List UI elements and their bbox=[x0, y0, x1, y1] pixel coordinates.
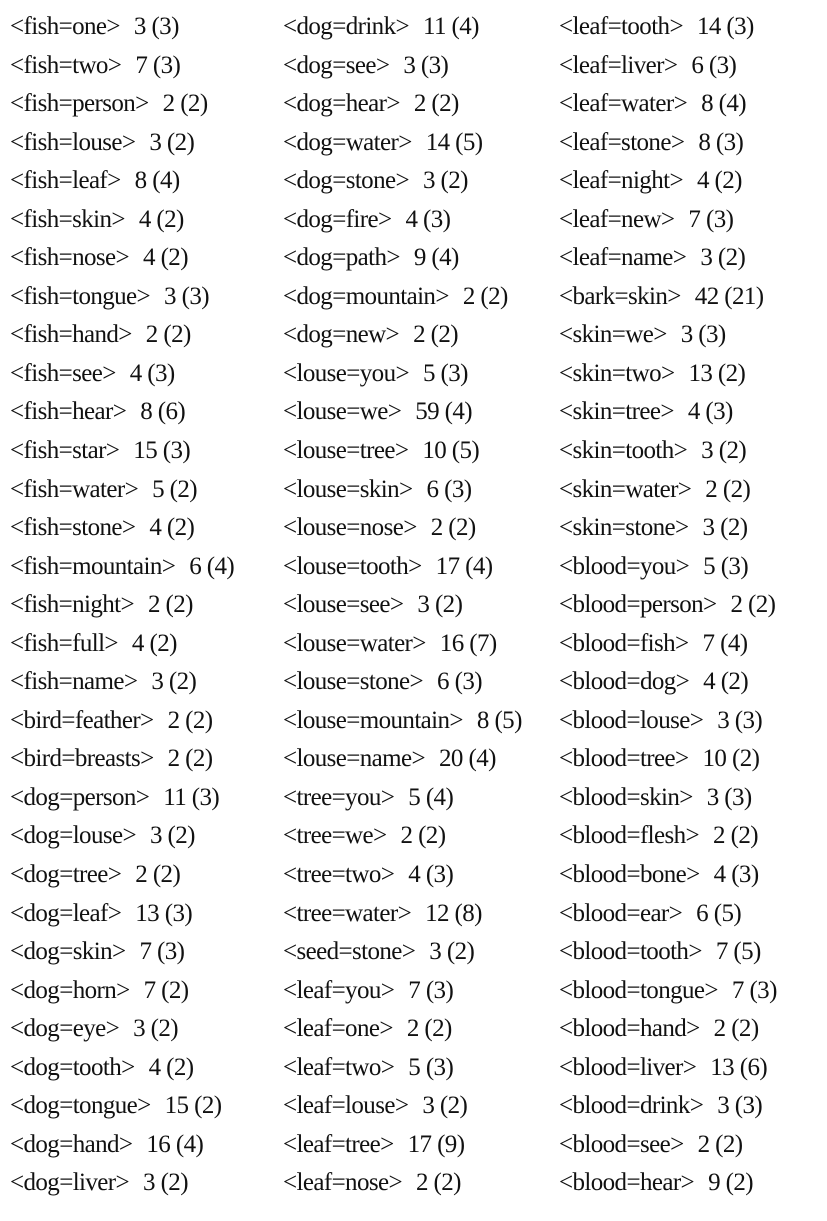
list-item bbox=[559, 85, 819, 124]
list-item bbox=[283, 933, 559, 972]
list-item bbox=[283, 8, 559, 47]
pair-count: 10 (2) bbox=[702, 745, 760, 773]
list-item bbox=[559, 471, 819, 510]
pair-term: <dog=skin> bbox=[10, 938, 126, 966]
list-item bbox=[283, 1049, 559, 1088]
list-item bbox=[283, 817, 559, 856]
pair-count: 2 (2) bbox=[462, 282, 508, 310]
pair-count: 8 (4) bbox=[701, 90, 746, 118]
list-item bbox=[559, 895, 819, 934]
list-item bbox=[10, 355, 283, 394]
pair-count: 3 (2) bbox=[702, 514, 748, 542]
pair-count: 13 (6) bbox=[710, 1053, 768, 1081]
pair-term: <louse=we> bbox=[283, 398, 402, 426]
list-item bbox=[283, 201, 559, 240]
list-item bbox=[559, 1126, 819, 1165]
pair-term: <leaf=night> bbox=[559, 167, 683, 195]
list-item bbox=[10, 124, 283, 163]
pair-term: <blood=tooth> bbox=[559, 938, 702, 966]
pair-count: 3 (3) bbox=[717, 706, 763, 734]
list-item bbox=[10, 625, 283, 664]
pair-term: <fish=night> bbox=[10, 591, 134, 619]
pair-count: 2 (2) bbox=[430, 514, 476, 542]
list-item bbox=[10, 548, 283, 587]
pair-count: 7 (3) bbox=[731, 976, 777, 1004]
list-item bbox=[283, 278, 559, 317]
list-item bbox=[559, 124, 819, 163]
pair-term: <blood=skin> bbox=[559, 783, 693, 811]
list-item bbox=[10, 162, 283, 201]
pair-term: <louse=mountain> bbox=[283, 706, 463, 734]
list-item bbox=[559, 1010, 819, 1049]
pair-term: <leaf=nose> bbox=[283, 1169, 402, 1197]
pair-term: <dog=tooth> bbox=[10, 1053, 135, 1081]
pair-count: 14 (3) bbox=[696, 13, 754, 40]
pair-term: <dog=path> bbox=[283, 244, 400, 272]
pair-term: <bird=breasts> bbox=[10, 745, 154, 773]
pair-count: 8 (4) bbox=[134, 167, 180, 195]
pair-count: 4 (2) bbox=[148, 1053, 194, 1081]
list-item bbox=[283, 47, 559, 86]
pair-term: <louse=nose> bbox=[283, 514, 417, 542]
pair-count: 2 (2) bbox=[713, 822, 758, 850]
pair-count: 7 (3) bbox=[135, 51, 181, 79]
column-3 bbox=[559, 8, 819, 1221]
pair-term: <bird=feather> bbox=[10, 706, 154, 734]
list-item bbox=[283, 85, 559, 124]
list-item bbox=[10, 663, 283, 702]
pair-count: 3 (2) bbox=[133, 1015, 178, 1043]
list-item bbox=[10, 316, 283, 355]
list-item bbox=[283, 393, 559, 432]
pair-term: <dog=fire> bbox=[283, 205, 392, 233]
list-item bbox=[283, 432, 559, 471]
pair-term: <louse=stone> bbox=[283, 668, 424, 696]
list-item bbox=[283, 471, 559, 510]
pair-count: 2 (2) bbox=[145, 321, 191, 349]
list-item bbox=[10, 509, 283, 548]
list-item bbox=[283, 702, 559, 741]
pair-count: 2 (2) bbox=[705, 475, 751, 503]
pair-term: <louse=see> bbox=[283, 591, 404, 619]
list-item bbox=[559, 239, 819, 278]
list-item bbox=[10, 586, 283, 625]
pair-count: 5 (2) bbox=[152, 475, 198, 503]
list-item bbox=[283, 239, 559, 278]
list-item bbox=[559, 817, 819, 856]
pair-count: 3 (2) bbox=[151, 668, 197, 696]
pair-count: 17 (9) bbox=[407, 1130, 465, 1158]
pair-term: <blood=ear> bbox=[559, 899, 683, 927]
list-item bbox=[10, 8, 283, 47]
list-item bbox=[283, 355, 559, 394]
pair-count: 5 (4) bbox=[408, 783, 454, 811]
pair-term: <louse=tree> bbox=[283, 437, 409, 465]
pair-term: <blood=bone> bbox=[559, 861, 700, 889]
list-item bbox=[283, 316, 559, 355]
list-item bbox=[283, 509, 559, 548]
pair-term: <dog=person> bbox=[10, 783, 150, 811]
pair-term: <dog=eye> bbox=[10, 1015, 120, 1043]
pair-count: 2 (2) bbox=[413, 90, 459, 118]
pair-term: <dog=mountain> bbox=[283, 282, 449, 310]
pair-count: 7 (4) bbox=[702, 629, 748, 657]
list-item bbox=[283, 895, 559, 934]
pair-count: 2 (2) bbox=[400, 822, 446, 850]
list-item bbox=[559, 663, 819, 702]
list-item bbox=[10, 933, 283, 972]
list-item bbox=[283, 779, 559, 818]
list-item bbox=[559, 432, 819, 471]
list-item bbox=[10, 856, 283, 895]
list-item bbox=[10, 740, 283, 779]
pair-count: 8 (3) bbox=[698, 128, 744, 156]
list-item bbox=[10, 85, 283, 124]
pair-term: <dog=liver> bbox=[10, 1169, 130, 1197]
pair-count: 3 (2) bbox=[143, 1169, 188, 1197]
pair-count: 12 (8) bbox=[425, 899, 482, 927]
pair-term: <louse=tooth> bbox=[283, 552, 422, 580]
pair-term: <leaf=name> bbox=[559, 244, 687, 272]
pair-term: <skin=water> bbox=[559, 475, 692, 503]
pair-term: <louse=water> bbox=[283, 629, 426, 657]
pair-count: 6 (4) bbox=[189, 552, 235, 580]
pair-count: 4 (2) bbox=[696, 167, 742, 195]
pair-count: 3 (2) bbox=[429, 938, 475, 966]
pair-term: <fish=two> bbox=[10, 51, 122, 79]
pair-count: 9 (4) bbox=[413, 244, 459, 272]
list-item bbox=[10, 432, 283, 471]
pair-count: 3 (3) bbox=[717, 1092, 763, 1120]
pair-count: 6 (3) bbox=[691, 51, 737, 79]
pair-count: 15 (3) bbox=[133, 437, 191, 465]
list-item bbox=[559, 740, 819, 779]
pair-count: 3 (2) bbox=[149, 822, 195, 850]
list-item bbox=[10, 201, 283, 240]
pair-term: <louse=skin> bbox=[283, 475, 413, 503]
pair-term: <tree=we> bbox=[283, 822, 387, 850]
pair-count: 2 (2) bbox=[162, 90, 208, 118]
pair-count: 5 (3) bbox=[422, 359, 468, 387]
pair-term: <dog=see> bbox=[283, 51, 390, 79]
pair-count: 3 (3) bbox=[403, 51, 449, 79]
pair-count: 4 (2) bbox=[149, 514, 195, 542]
pair-term: <leaf=tooth> bbox=[559, 13, 683, 40]
pair-count: 7 (5) bbox=[715, 938, 761, 966]
pair-term: <dog=louse> bbox=[10, 822, 136, 850]
list-item bbox=[10, 239, 283, 278]
pair-term: <blood=flesh> bbox=[559, 822, 700, 850]
pair-count: 14 (5) bbox=[425, 128, 483, 156]
pair-count: 15 (2) bbox=[164, 1092, 222, 1120]
pair-term: <blood=you> bbox=[559, 552, 690, 580]
pair-term: <fish=nose> bbox=[10, 244, 130, 272]
pair-count: 2 (2) bbox=[413, 321, 458, 349]
pair-count: 2 (2) bbox=[416, 1169, 461, 1197]
pair-count: 3 (2) bbox=[700, 244, 746, 272]
pair-count: 11 (4) bbox=[422, 13, 479, 40]
pair-term: <blood=dog> bbox=[559, 668, 690, 696]
pair-count: 4 (2) bbox=[131, 629, 177, 657]
pair-count: 5 (3) bbox=[408, 1053, 454, 1081]
pair-term: <fish=mountain> bbox=[10, 552, 176, 580]
pair-term: <fish=one> bbox=[10, 13, 120, 40]
pair-count: 3 (3) bbox=[706, 783, 752, 811]
pair-term: <leaf=water> bbox=[559, 90, 688, 118]
list-item bbox=[10, 1049, 283, 1088]
pair-count: 3 (2) bbox=[701, 437, 747, 465]
column-2 bbox=[283, 8, 559, 1221]
pair-term: <fish=full> bbox=[10, 629, 118, 657]
list-item bbox=[559, 702, 819, 741]
pair-term: <skin=stone> bbox=[559, 514, 689, 542]
pair-count: 7 (3) bbox=[139, 938, 185, 966]
list-item bbox=[559, 355, 819, 394]
list-item bbox=[10, 278, 283, 317]
pair-term: <bark=skin> bbox=[559, 282, 681, 310]
pair-count: 3 (3) bbox=[680, 321, 726, 349]
pair-count: 7 (3) bbox=[408, 976, 454, 1004]
list-item bbox=[559, 162, 819, 201]
pair-count: 7 (2) bbox=[143, 976, 189, 1004]
list-item bbox=[283, 663, 559, 702]
list-item bbox=[559, 1049, 819, 1088]
pair-count: 6 (3) bbox=[426, 475, 472, 503]
pair-count: 3 (2) bbox=[417, 591, 463, 619]
list-item bbox=[559, 8, 819, 47]
pair-term: <fish=stone> bbox=[10, 514, 136, 542]
list-item bbox=[559, 548, 819, 587]
pair-count: 3 (3) bbox=[164, 282, 209, 310]
pair-count: 3 (2) bbox=[422, 167, 468, 195]
pair-count: 2 (2) bbox=[730, 591, 776, 619]
list-item bbox=[559, 586, 819, 625]
pair-count: 2 (2) bbox=[167, 745, 213, 773]
pair-count: 4 (3) bbox=[129, 359, 175, 387]
pair-term: <blood=tongue> bbox=[559, 976, 718, 1004]
list-item bbox=[559, 1087, 819, 1126]
pair-term: <dog=drink> bbox=[283, 13, 409, 40]
pair-count: 6 (3) bbox=[437, 668, 482, 696]
pair-count: 16 (4) bbox=[146, 1130, 204, 1158]
list-item bbox=[559, 625, 819, 664]
list-item bbox=[559, 779, 819, 818]
pair-count: 13 (3) bbox=[135, 899, 193, 927]
pair-count: 4 (2) bbox=[143, 244, 188, 272]
list-item bbox=[283, 162, 559, 201]
list-item bbox=[10, 393, 283, 432]
pair-count: 4 (3) bbox=[713, 861, 759, 889]
pair-term: <skin=two> bbox=[559, 359, 675, 387]
pair-term: <dog=hear> bbox=[283, 90, 400, 118]
list-item bbox=[559, 201, 819, 240]
pair-count: 2 (2) bbox=[697, 1130, 743, 1158]
pair-count: 4 (2) bbox=[138, 205, 184, 233]
list-item bbox=[10, 779, 283, 818]
pair-count: 8 (5) bbox=[476, 706, 522, 734]
pair-term: <dog=stone> bbox=[283, 167, 409, 195]
pair-term: <blood=see> bbox=[559, 1130, 684, 1158]
list-item bbox=[559, 278, 819, 317]
list-item bbox=[559, 316, 819, 355]
pair-term: <louse=you> bbox=[283, 359, 409, 387]
pair-term: <blood=louse> bbox=[559, 706, 704, 734]
pair-term: <tree=water> bbox=[283, 899, 412, 927]
pair-count: 42 (21) bbox=[694, 282, 764, 310]
list-item bbox=[559, 393, 819, 432]
pair-count: 2 (2) bbox=[713, 1015, 759, 1043]
list-item bbox=[559, 972, 819, 1011]
list-item bbox=[10, 972, 283, 1011]
pair-count: 3 (3) bbox=[133, 13, 179, 40]
pair-count: 11 (3) bbox=[163, 783, 220, 811]
list-item bbox=[283, 625, 559, 664]
pair-term: <tree=you> bbox=[283, 783, 395, 811]
list-item bbox=[10, 1126, 283, 1165]
pair-term: <blood=drink> bbox=[559, 1092, 704, 1120]
pair-count: 2 (2) bbox=[406, 1015, 452, 1043]
pair-count: 16 (7) bbox=[439, 629, 497, 657]
list-item bbox=[10, 1087, 283, 1126]
list-item bbox=[283, 972, 559, 1011]
pair-count: 9 (2) bbox=[708, 1169, 753, 1197]
pair-term: <skin=we> bbox=[559, 321, 667, 349]
pair-count: 13 (2) bbox=[688, 359, 746, 387]
pair-count: 59 (4) bbox=[415, 398, 473, 426]
list-item bbox=[283, 124, 559, 163]
pair-count: 2 (2) bbox=[148, 591, 193, 619]
pair-term: <dog=water> bbox=[283, 128, 412, 156]
pair-count: 2 (2) bbox=[135, 861, 181, 889]
list-item bbox=[283, 1126, 559, 1165]
pair-term: <fish=star> bbox=[10, 437, 120, 465]
pair-count: 17 (4) bbox=[435, 552, 493, 580]
list-item bbox=[283, 586, 559, 625]
list-item bbox=[283, 856, 559, 895]
pair-term: <blood=hand> bbox=[559, 1015, 700, 1043]
list-item bbox=[10, 471, 283, 510]
pair-term: <leaf=two> bbox=[283, 1053, 395, 1081]
pair-term: <fish=louse> bbox=[10, 128, 136, 156]
pair-term: <dog=horn> bbox=[10, 976, 130, 1004]
pair-term: <skin=tooth> bbox=[559, 437, 688, 465]
pair-term: <fish=skin> bbox=[10, 205, 125, 233]
pair-count: 4 (3) bbox=[408, 861, 454, 889]
list-item bbox=[559, 509, 819, 548]
pair-term: <louse=name> bbox=[283, 745, 426, 773]
list-item bbox=[559, 47, 819, 86]
pair-term: <blood=tree> bbox=[559, 745, 689, 773]
pair-count: 6 (5) bbox=[696, 899, 742, 927]
pair-term: <dog=tongue> bbox=[10, 1092, 151, 1120]
pair-term: <blood=person> bbox=[559, 591, 717, 619]
list-item bbox=[283, 548, 559, 587]
list-item bbox=[559, 1164, 819, 1203]
list-item bbox=[10, 817, 283, 856]
pair-term: <leaf=one> bbox=[283, 1015, 393, 1043]
pair-term: <fish=name> bbox=[10, 668, 138, 696]
pair-term: <dog=hand> bbox=[10, 1130, 133, 1158]
pair-count: 3 (2) bbox=[422, 1092, 468, 1120]
pair-count: 5 (3) bbox=[703, 552, 749, 580]
pair-term: <leaf=louse> bbox=[283, 1092, 409, 1120]
pair-count: 8 (6) bbox=[140, 398, 186, 426]
pair-count: 10 (5) bbox=[422, 437, 480, 465]
pair-term: <blood=liver> bbox=[559, 1053, 697, 1081]
pair-count: 7 (3) bbox=[688, 205, 734, 233]
pair-term: <leaf=stone> bbox=[559, 128, 685, 156]
pair-count: 2 (2) bbox=[167, 706, 213, 734]
pair-count: 20 (4) bbox=[439, 745, 496, 773]
pair-count: 4 (3) bbox=[405, 205, 451, 233]
list-item bbox=[559, 933, 819, 972]
pair-term: <dog=leaf> bbox=[10, 899, 122, 927]
list-item bbox=[283, 1010, 559, 1049]
pair-term: <leaf=you> bbox=[283, 976, 395, 1004]
pair-count: 3 (2) bbox=[149, 128, 195, 156]
pair-count: 4 (3) bbox=[687, 398, 733, 426]
pair-term: <fish=hand> bbox=[10, 321, 132, 349]
pair-term: <fish=hear> bbox=[10, 398, 127, 426]
pair-term: <seed=stone> bbox=[283, 938, 416, 966]
list-item bbox=[10, 1164, 283, 1203]
pair-term: <dog=new> bbox=[283, 321, 400, 349]
pair-term: <blood=fish> bbox=[559, 629, 689, 657]
pair-term: <blood=hear> bbox=[559, 1169, 695, 1197]
pair-count: 4 (2) bbox=[703, 668, 749, 696]
list-item bbox=[10, 895, 283, 934]
list-item bbox=[283, 740, 559, 779]
pair-term: <tree=two> bbox=[283, 861, 395, 889]
pair-term: <fish=tongue> bbox=[10, 282, 151, 310]
list-item bbox=[559, 856, 819, 895]
pair-term: <dog=tree> bbox=[10, 861, 122, 889]
list-item bbox=[10, 702, 283, 741]
column-1 bbox=[10, 8, 283, 1221]
pair-term: <fish=leaf> bbox=[10, 167, 121, 195]
pair-term: <leaf=new> bbox=[559, 205, 675, 233]
pair-term: <leaf=liver> bbox=[559, 51, 678, 79]
pair-term: <fish=see> bbox=[10, 359, 116, 387]
list-item bbox=[283, 1164, 559, 1203]
pair-term: <fish=person> bbox=[10, 90, 149, 118]
pair-term: <fish=water> bbox=[10, 475, 139, 503]
list-item bbox=[10, 1010, 283, 1049]
pair-term: <skin=tree> bbox=[559, 398, 674, 426]
list-item bbox=[283, 1087, 559, 1126]
pair-term: <leaf=tree> bbox=[283, 1130, 394, 1158]
list-item bbox=[10, 47, 283, 86]
